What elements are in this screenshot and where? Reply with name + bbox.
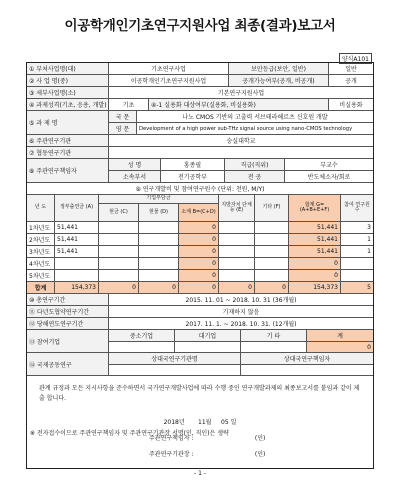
label-security-level: 보안등급(보안, 일반) bbox=[229, 63, 329, 74]
label-disclosure: 공개가능여부(공개, 비공개) bbox=[229, 75, 329, 86]
cash-value bbox=[99, 258, 139, 269]
label-participating-companies: ⑬ 참여기업 bbox=[27, 330, 109, 352]
inkind-value bbox=[139, 246, 179, 257]
label-ministry-program: ① 부처사업명(대) bbox=[27, 63, 109, 74]
value-program-name: 이공학개인기초연구지원사업 bbox=[109, 75, 229, 86]
header-gov: 정부출연금 (A) bbox=[55, 195, 99, 221]
gov-value: 51,441 bbox=[55, 246, 99, 257]
label-pi-major: 전 공 bbox=[225, 171, 285, 182]
other-value bbox=[255, 222, 289, 233]
value-pi-dept: 전기공학부 bbox=[161, 171, 225, 182]
header-company-sum: 계 bbox=[307, 330, 373, 341]
date-year: 2018년 bbox=[163, 419, 185, 427]
page-number: - 1 - bbox=[194, 470, 206, 477]
seal-investigator: (인) bbox=[254, 435, 266, 443]
label-subprogram: ③ 세부사업명(소) bbox=[27, 87, 109, 98]
sum-local: 0 bbox=[219, 282, 255, 293]
label-coop-institution: ⑦ 협동연구기관 bbox=[27, 147, 109, 158]
header-cash: 현금 (C) bbox=[99, 204, 139, 221]
label-funding-section: ⑨ 연구개발비 및 참여연구원수 (단위: 천원, M/Y) bbox=[135, 186, 265, 193]
declaration-block bbox=[27, 376, 373, 468]
local-value bbox=[219, 258, 255, 269]
label-total-period: ⑩ 총연구기간 bbox=[27, 294, 109, 305]
funding-table-header bbox=[27, 195, 373, 222]
total-value: 0 bbox=[289, 270, 341, 281]
participation-group bbox=[109, 330, 373, 352]
label-project-type: ④ 과제성격(기초, 응용, 개발) bbox=[27, 99, 109, 110]
value-subprogram: 기본연구지원사업 bbox=[217, 90, 265, 97]
row-current-period bbox=[27, 318, 373, 330]
inkind-value bbox=[139, 222, 179, 233]
local-value bbox=[219, 246, 255, 257]
header-subtotal: 소계 B=(C+D) bbox=[179, 204, 218, 221]
value-etc bbox=[241, 342, 307, 352]
sum-staff: 5 bbox=[367, 284, 371, 291]
value-company-sum: 0 bbox=[307, 342, 373, 352]
label-sign-investigator: 주관연구책임자 : bbox=[149, 435, 194, 443]
row-project-title bbox=[27, 111, 373, 135]
value-commercialization: 비실용화 bbox=[339, 102, 363, 109]
staff-value bbox=[341, 270, 373, 281]
header-etc: 기 타 bbox=[241, 330, 307, 341]
staff-value: 3 bbox=[367, 224, 371, 231]
year-label: 2차년도 bbox=[27, 234, 55, 245]
declaration-text: 관계 규정과 모든 지시사항을 준수하면서 국가연구개발사업에 따라 수행 중인 연구개발과제의 최종보고서를 붙임과 같이 제출 합니다. bbox=[39, 385, 360, 402]
row-principal-investigator bbox=[27, 159, 373, 183]
label-multiyear-period: ⑪ 다년도협약연구기간 bbox=[27, 306, 109, 317]
local-value bbox=[219, 270, 255, 281]
local-value bbox=[219, 234, 255, 245]
label-pi-dept: 소속부서 bbox=[109, 171, 161, 182]
footnote: ※ 전자접수이므로 주관연구책임자 및 주관연구기관장 서명(인, 직인)은 생략 bbox=[30, 430, 229, 437]
value-pi-major: 반도체소자/회로 bbox=[307, 174, 351, 181]
header-partner-institution: 상대국연구기관명 bbox=[109, 353, 241, 364]
cash-value bbox=[99, 234, 139, 245]
row-international bbox=[27, 353, 373, 376]
value-partner-institution bbox=[109, 365, 241, 375]
subtotal-value: 0 bbox=[179, 234, 219, 245]
label-international: ⑭ 국제공동연구 bbox=[27, 353, 109, 375]
total-value: 51,441 bbox=[289, 246, 341, 257]
total-value: 51,441 bbox=[289, 234, 341, 245]
label-pi-name: 성 명 bbox=[109, 159, 161, 170]
signature-head bbox=[27, 449, 373, 458]
funding-row bbox=[27, 234, 373, 246]
inkind-value bbox=[139, 258, 179, 269]
label-current-period: ⑫ 당해연도연구기간 bbox=[27, 318, 109, 329]
date-month: 11월 bbox=[198, 419, 212, 427]
value-title-korean: 나노 CMOS 기반의 고출력 서브테라헤르츠 신호원 개발 bbox=[182, 114, 328, 121]
value-pi-title: 부교수 bbox=[320, 162, 338, 169]
inkind-value bbox=[139, 234, 179, 245]
header-total: 합계 G=(A+B+E+F) bbox=[289, 195, 341, 221]
row-multiyear-period bbox=[27, 306, 373, 318]
funding-row bbox=[27, 258, 373, 270]
gov-value bbox=[55, 258, 99, 269]
row-participating-companies bbox=[27, 330, 373, 353]
year-label: 3차년도 bbox=[27, 246, 55, 257]
funding-row bbox=[27, 246, 373, 258]
sum-label: 합계 bbox=[27, 282, 55, 293]
row-subprogram bbox=[27, 87, 373, 99]
value-security-level: 일반 bbox=[345, 66, 357, 73]
row-total-period bbox=[27, 294, 373, 306]
value-partner-researcher bbox=[241, 365, 373, 375]
funding-row bbox=[27, 270, 373, 282]
row-program-name bbox=[27, 75, 373, 87]
gov-value bbox=[55, 270, 99, 281]
sum-other: 0 bbox=[255, 282, 289, 293]
staff-value: 1 bbox=[367, 248, 371, 255]
header-inkind: 현물 (D) bbox=[139, 204, 179, 221]
label-commercialization: ④-1 실용화 대상여부(실용화, 비실용화) bbox=[149, 99, 329, 110]
header-year: 년 도 bbox=[27, 195, 55, 221]
label-title-korean: 국 문 bbox=[109, 111, 137, 122]
other-value bbox=[255, 258, 289, 269]
label-program-name: ② 사 업 명(중) bbox=[27, 75, 109, 86]
header-smb: 중소기업 bbox=[109, 330, 175, 341]
label-sign-head: 주관연구기관장 : bbox=[149, 451, 194, 459]
form-id-badge: 양식A101 bbox=[339, 53, 372, 64]
sum-subtotal: 0 bbox=[179, 282, 219, 293]
sum-gov: 154,373 bbox=[55, 282, 99, 293]
year-label: 4차년도 bbox=[27, 258, 55, 269]
value-total-period: 2015. 11. 01 ~ 2018. 10. 31 (36개월) bbox=[185, 297, 297, 304]
pi-group bbox=[109, 159, 373, 182]
sum-total: 154,373 bbox=[289, 282, 341, 293]
value-project-type: 기초 bbox=[109, 99, 149, 110]
label-project-title: ⑤ 과 제 명 bbox=[27, 111, 109, 134]
value-pi-name: 홍종필 bbox=[161, 159, 225, 170]
year-label: 5차년도 bbox=[27, 270, 55, 281]
header-partner-researcher: 상대국연구책임자 bbox=[241, 353, 373, 364]
label-principal-investigator: ⑧ 주관연구책임자 bbox=[27, 159, 109, 182]
value-title-english: Development of a high power sub-THz signal source using nano-CMOS technology bbox=[139, 125, 353, 132]
other-value bbox=[255, 234, 289, 245]
report-form bbox=[26, 62, 374, 469]
gov-value: 51,441 bbox=[55, 222, 99, 233]
international-group bbox=[109, 353, 373, 375]
total-value: 0 bbox=[289, 258, 341, 269]
project-title-group bbox=[109, 111, 373, 134]
label-title-english: 영 문 bbox=[109, 123, 137, 134]
row-coop-institution bbox=[27, 147, 373, 159]
cash-value bbox=[99, 222, 139, 233]
row-ministry-program bbox=[27, 63, 373, 75]
header-staff: 참여 연구원수 bbox=[341, 195, 373, 221]
value-large bbox=[175, 342, 241, 352]
year-label: 1차년도 bbox=[27, 222, 55, 233]
value-multiyear-period: 기재하지 않음 bbox=[222, 309, 260, 316]
label-lead-institution: ⑥ 주관연구기관 bbox=[27, 135, 109, 146]
value-disclosure: 공개 bbox=[345, 78, 357, 85]
report-date bbox=[27, 417, 373, 426]
staff-value: 1 bbox=[367, 236, 371, 243]
subtotal-value: 0 bbox=[179, 270, 219, 281]
value-current-period: 2017. 11. 1. ~ 2018. 10. 31. (12개월) bbox=[185, 321, 297, 328]
date-day: 05 일 bbox=[221, 419, 237, 427]
label-pi-title: 직급(직위) bbox=[225, 159, 285, 170]
header-private: 기업부담금 bbox=[99, 195, 218, 204]
header-large: 대기업 bbox=[175, 330, 241, 341]
other-value bbox=[255, 246, 289, 257]
subtotal-value: 0 bbox=[179, 258, 219, 269]
staff-value bbox=[341, 258, 373, 269]
inkind-value bbox=[139, 270, 179, 281]
value-lead-institution: 숭실대학교 bbox=[226, 138, 256, 145]
row-funding-header bbox=[27, 183, 373, 195]
value-ministry-program: 기초연구사업 bbox=[109, 63, 229, 74]
subtotal-value: 0 bbox=[179, 222, 219, 233]
page-title: 이공학개인기초연구지원사업 최종(결과)보고서 bbox=[64, 18, 336, 34]
gov-value: 51,441 bbox=[55, 234, 99, 245]
funding-sum-row bbox=[27, 282, 373, 294]
cash-value bbox=[99, 246, 139, 257]
row-project-type bbox=[27, 99, 373, 111]
header-private-group bbox=[99, 195, 219, 221]
cash-value bbox=[99, 270, 139, 281]
seal-head: (인) bbox=[254, 451, 266, 459]
value-coop-institution bbox=[109, 147, 373, 158]
header-other: 기타 (F) bbox=[255, 195, 289, 221]
header-local: 지방자치 단체 등 (E) bbox=[219, 195, 255, 221]
funding-row bbox=[27, 222, 373, 234]
subtotal-value: 0 bbox=[179, 246, 219, 257]
local-value bbox=[219, 222, 255, 233]
other-value bbox=[255, 270, 289, 281]
total-value: 51,441 bbox=[289, 222, 341, 233]
sum-inkind: 0 bbox=[139, 282, 179, 293]
value-smb bbox=[109, 342, 175, 352]
sum-cash: 0 bbox=[99, 282, 139, 293]
row-lead-institution bbox=[27, 135, 373, 147]
